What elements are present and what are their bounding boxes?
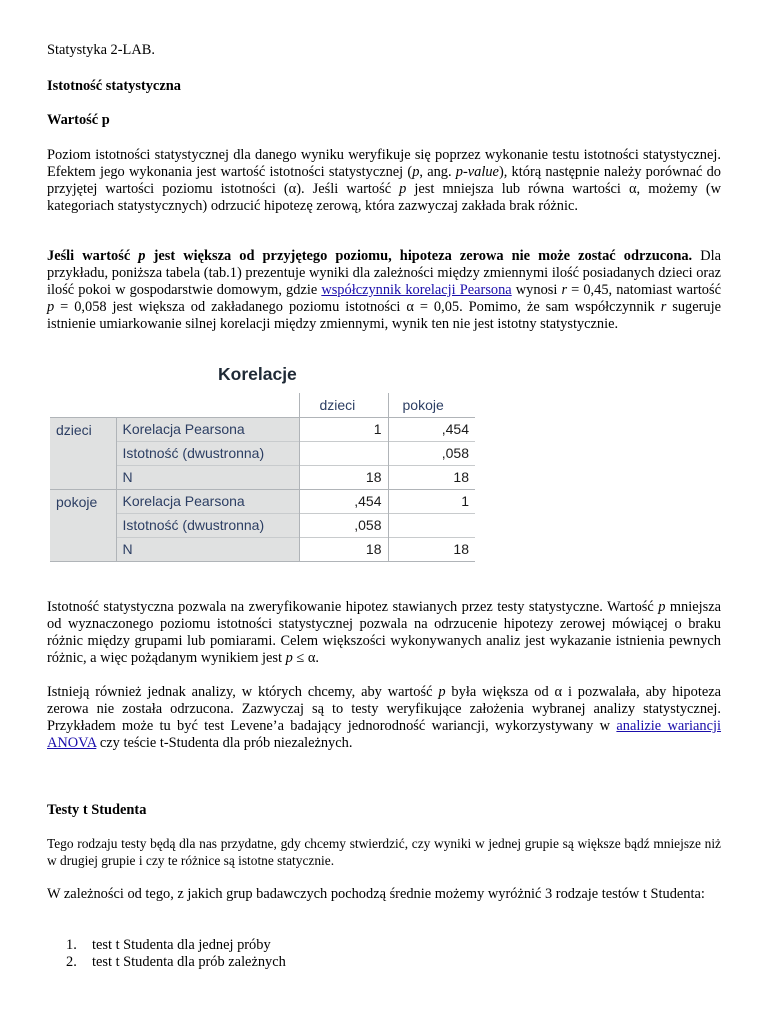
table-cell: ,058: [388, 441, 475, 465]
anova-link[interactable]: analizie wariancji ANOVA: [47, 718, 722, 751]
table-cell: 1: [299, 417, 388, 441]
table-cell: 18: [388, 537, 475, 561]
row-stat-label: N: [116, 465, 299, 489]
table-title: Korelacje: [218, 364, 297, 384]
row-stat-label: Korelacja Pearsona: [116, 489, 299, 513]
row-stat-label: N: [116, 537, 299, 561]
paragraph-t-test-types: W zależności od tego, z jakich grup badawczych pochodzą średnie możemy wyróżnić 3 rodzaje testów t Studenta:: [47, 886, 705, 902]
table-cell: [299, 441, 388, 465]
table-cell: ,454: [388, 417, 475, 441]
row-stat-label: Istotność (dwustronna): [116, 513, 299, 537]
list-item: [66, 937, 271, 954]
table-cell: 1: [388, 489, 475, 513]
table-cell: ,058: [299, 513, 388, 537]
row-stat-label: Korelacja Pearsona: [116, 417, 299, 441]
paragraph-pearson-example: Jeśli wartość p jest większa od przyjętego poziomu, hipoteza zerowa nie może zostać odrzucona. Dla przykładu, poniższa tabela (tab.1) prezentuje wyniki dla zależności między zmiennymi ilość posiadanych dzieci oraz ilość pokoi w gospodarstwie domowym, gdzie współczynnik korelacji Pearsona wynosi r = 0,45, natomiast wartość p = 0,058 jest większa od zakładanego poziomu istotności α = 0,05. Pomimo, że sam współczynnik r sugeruje istnienie umiarkowanie silnej korelacji między zmiennymi, wynik ten nie jest istotny statystycznie.: [47, 248, 721, 332]
table-cell: ,454: [299, 489, 388, 513]
document-header: Statystyka 2-LAB.: [47, 42, 155, 58]
row-group-label-dzieci: dzieci: [50, 417, 116, 489]
table-cell: [388, 513, 475, 537]
row-group-label-pokoje: pokoje: [50, 489, 116, 561]
list-item: [66, 954, 286, 971]
pearson-correlation-link[interactable]: współczynnik korelacji Pearsona: [321, 282, 512, 298]
section-title: Istotność statystyczna: [47, 78, 181, 94]
subsection-title: Wartość p: [47, 112, 110, 128]
paragraph-t-test-intro: Tego rodzaju testy będą dla nas przydatne, gdy chcemy stwierdzić, czy wyniki w jednej grupie są większe bądź mniejsze niż w drugiej grupie i czy te różnice są istotne statycznie.: [47, 836, 721, 868]
table-cell: 18: [299, 465, 388, 489]
list-text: test t Studenta dla jednej próby: [92, 937, 271, 953]
section2-title: Testy t Studenta: [47, 802, 147, 818]
paragraph-p-value-intro: Poziom istotności statystycznej dla danego wyniku weryfikuje się poprzez wykonanie testu istotności statystycznej. Efektem jego wykonania jest wartość istotności statystycznej (p, ang. p-value), którą następnie należy porównać do przyjętej wartości poziomu istotności (α). Jeśli wartość p jest mniejsza lub równa wartości α, możemy (w kategoriach statystycznych) odrzucić hipotezę zerową, która zazwyczaj zakłada brak różnic.: [47, 147, 722, 214]
correlations-table: [50, 393, 475, 562]
list-number: 1.: [66, 937, 77, 953]
paragraph-levene: Istnieją również jednak analizy, w których chcemy, aby wartość p była większa od α i pozwalała, aby hipoteza zerowa nie została odrzucona. Zazwyczaj są to testy weryfikujące założenia wybranej analizy statystycznej. Przykładem może tu być test Levene’a badający jednorodność wariancji, wykorzystywany w analizie wariancji ANOVA czy teście t-Studenta dla prób niezależnych.: [47, 684, 722, 751]
column-header-dzieci: dzieci: [299, 393, 388, 417]
table-cell: 18: [299, 537, 388, 561]
column-header-pokoje: pokoje: [388, 393, 475, 417]
table-cell: 18: [388, 465, 475, 489]
list-number: 2.: [66, 954, 77, 970]
list-text: test t Studenta dla prób zależnych: [92, 954, 286, 970]
paragraph-significance: Istotność statystyczna pozwala na zweryfikowanie hipotez stawianych przez testy statystyczne. Wartość p mniejsza od wyznaczonego poziomu istotności statystycznej pozwala na odrzucenie hipotezy zerowej mówiącej o braku różnic między grupami lub pomiarami. Celem większości wykonywanych analiz jest wykazanie istnienia pewnych różnic, a więc pożądanym wynikiem jest p ≤ α.: [47, 599, 722, 666]
row-stat-label: Istotność (dwustronna): [116, 441, 299, 465]
